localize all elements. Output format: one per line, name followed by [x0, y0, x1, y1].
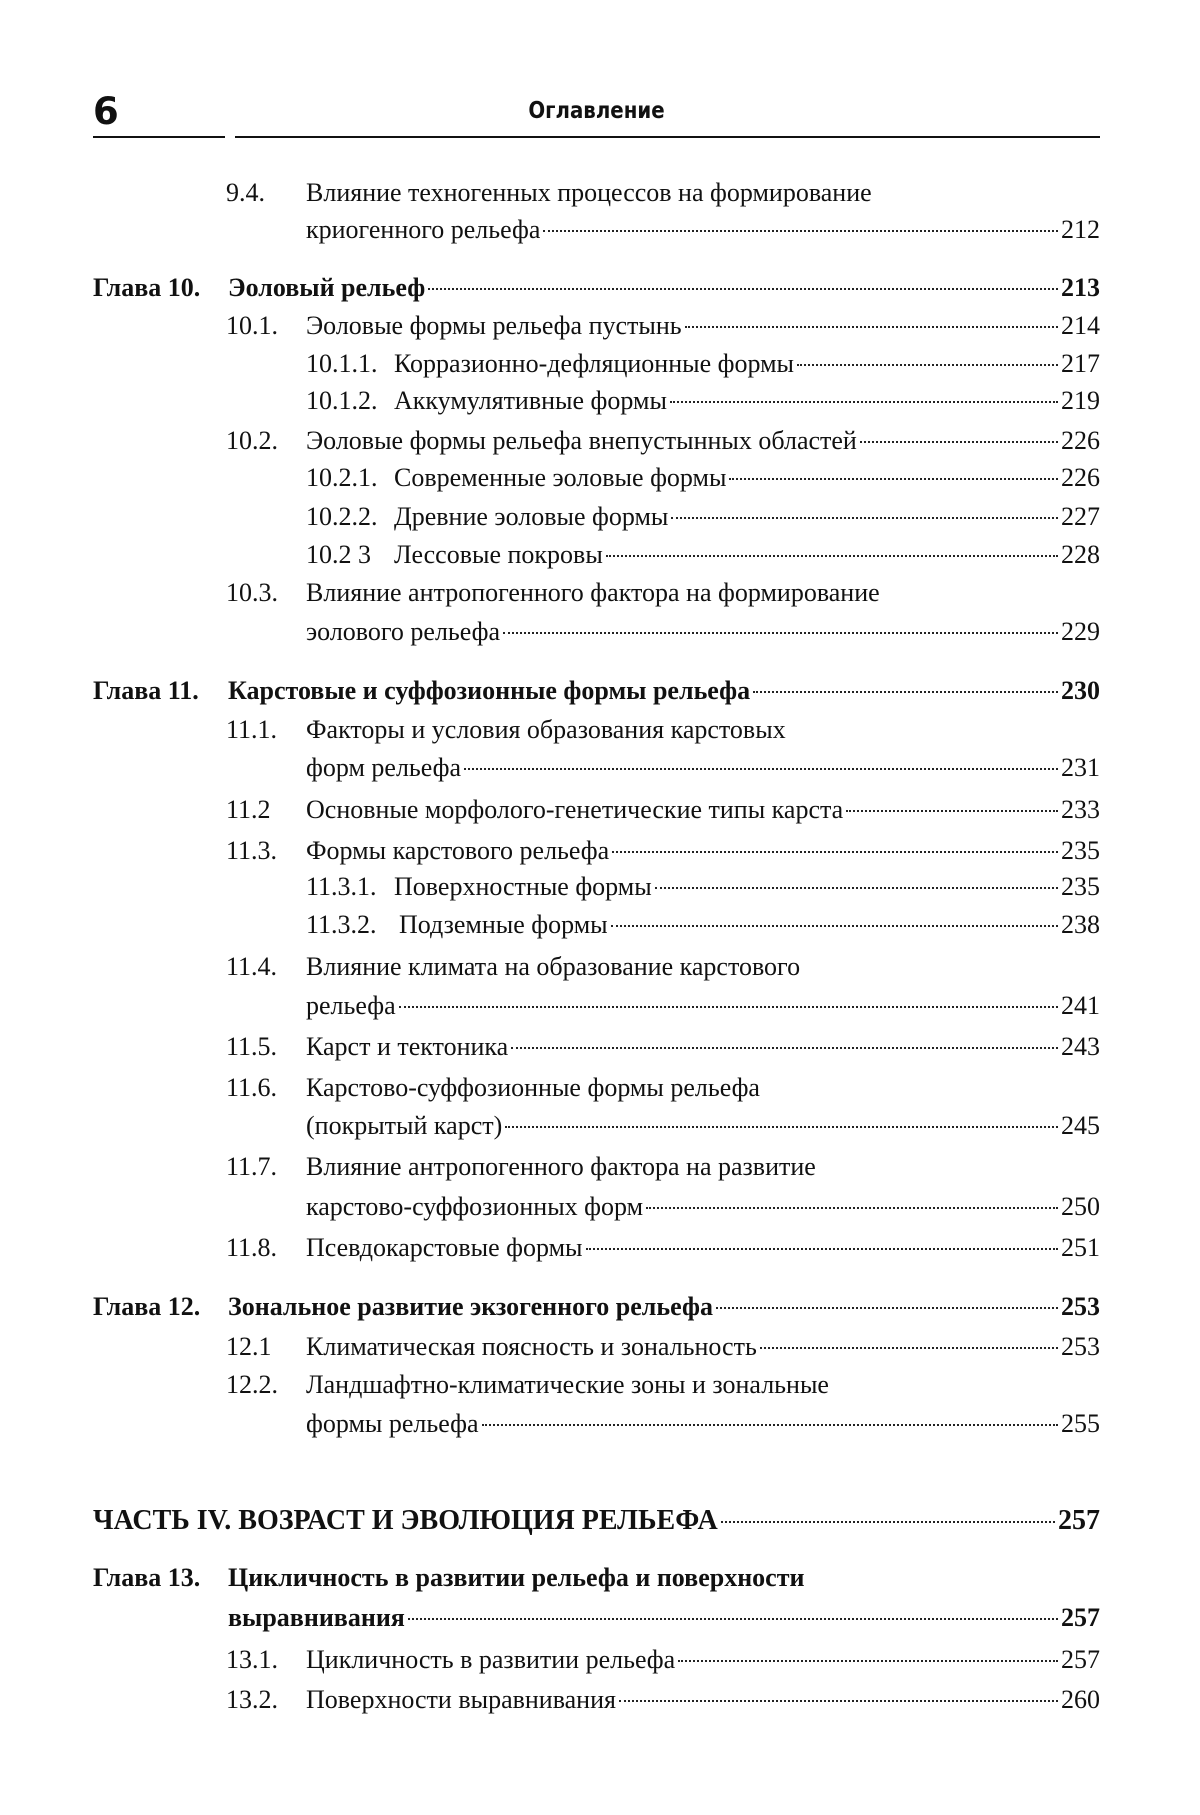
toc-entry-page: 235 — [1061, 836, 1100, 865]
toc-entry-page: 219 — [1061, 386, 1100, 415]
dot-leader — [655, 887, 1058, 889]
toc-entry-number: 11.3.1. — [306, 872, 377, 901]
toc-entry-page: 250 — [1061, 1192, 1100, 1221]
dot-leader — [428, 288, 1058, 290]
toc-entry — [226, 424, 1100, 458]
toc-entry-number: 12.1 — [226, 1332, 272, 1361]
dot-leader — [678, 1660, 1058, 1662]
toc-entry — [306, 1190, 1100, 1224]
toc-entry-title: Основные морфолого-генетические типы карста — [306, 795, 844, 824]
toc-entry-title: Формы карстового рельефа — [306, 836, 610, 865]
toc-entry — [226, 1150, 1100, 1184]
toc-entry — [93, 1561, 1100, 1595]
toc-entry-number: 10.1.2. — [306, 386, 378, 415]
toc-entry-number: Глава 13. — [93, 1563, 201, 1592]
toc-entry-page: 251 — [1061, 1233, 1100, 1262]
toc-entry — [93, 271, 1100, 305]
toc-entry — [226, 1643, 1100, 1677]
toc-entry-title: Ландшафтно-климатические зоны и зональные — [306, 1370, 829, 1399]
toc-entry — [306, 1109, 1100, 1143]
dot-leader — [503, 632, 1058, 634]
toc-entry — [226, 176, 1100, 210]
toc-entry-title: форм рельефа — [306, 753, 462, 782]
toc-entry-title: Влияние техногенных процессов на формирование — [306, 178, 872, 207]
toc-entry — [226, 1071, 1100, 1105]
toc-entry-title: Цикличность в развитии рельефа — [306, 1645, 676, 1674]
dot-leader — [511, 1047, 1058, 1049]
toc-entry — [306, 213, 1100, 247]
toc-entry-number: 10.2.2. — [306, 502, 378, 531]
toc-entry — [306, 1407, 1100, 1441]
toc-entry-page: 229 — [1061, 617, 1100, 646]
toc-entry-title: Поверхности выравнивания — [306, 1685, 616, 1714]
toc-entry-page: 230 — [1061, 676, 1100, 705]
toc-entry — [226, 576, 1100, 610]
toc-entry-title: выравнивания — [228, 1603, 405, 1632]
toc-entry-number: 11.3. — [226, 836, 278, 865]
toc-entry-title: Влияние антропогенного фактора на формирование — [306, 578, 880, 607]
toc-entry-page: 243 — [1061, 1032, 1100, 1061]
toc-entry-page: 238 — [1061, 910, 1100, 939]
toc-entry — [306, 615, 1100, 649]
dot-leader — [399, 1006, 1058, 1008]
toc-entry — [226, 950, 1100, 984]
toc-entry-title: Поверхностные формы — [394, 872, 652, 901]
dot-leader — [760, 1347, 1058, 1349]
toc-entry-number: 11.7. — [226, 1152, 278, 1181]
toc-entry-number: 11.8. — [226, 1233, 278, 1262]
toc-entry-number: 11.5. — [226, 1032, 278, 1061]
toc-entry-page: 257 — [1061, 1603, 1100, 1632]
dot-leader — [685, 326, 1058, 328]
dot-leader — [505, 1126, 1058, 1128]
toc-entry-number: 10.1.1. — [306, 349, 378, 378]
dot-leader — [619, 1700, 1058, 1702]
toc-entry-title: рельефа — [306, 991, 396, 1020]
toc-entry — [226, 1330, 1100, 1364]
page-number: 6 — [93, 90, 119, 133]
toc-entry-page: 228 — [1061, 540, 1100, 569]
toc-entry-title: ЧАСТЬ IV. ВОЗРАСТ И ЭВОЛЮЦИЯ РЕЛЬЕФА — [93, 1505, 718, 1536]
toc-entry-number: 10.2.1. — [306, 463, 378, 492]
toc-entry-title: Эоловые формы рельефа пустынь — [306, 311, 682, 340]
dot-leader — [606, 555, 1058, 557]
toc-entry-title: Климатическая поясность и зональность — [306, 1332, 757, 1361]
toc-entry-number: 11.2 — [226, 795, 271, 824]
toc-entry-title: Аккумулятивные формы — [394, 386, 667, 415]
toc-entry-title: (покрытый карст) — [306, 1111, 503, 1140]
toc-entry-number: 10.2. — [226, 426, 278, 455]
toc-entry-title: эолового рельефа — [306, 617, 501, 646]
header-rule — [93, 136, 1100, 138]
toc-entry — [306, 538, 1100, 572]
dot-leader — [586, 1248, 1058, 1250]
header-rule-gap — [225, 134, 235, 140]
dot-leader — [611, 925, 1058, 927]
dot-leader — [482, 1424, 1059, 1426]
toc-entry-page: 253 — [1061, 1292, 1100, 1321]
toc-entry — [306, 461, 1100, 495]
toc-entry — [93, 1290, 1100, 1324]
toc-entry-page: 235 — [1061, 872, 1100, 901]
toc-entry-number: 10.2 3 — [306, 540, 371, 569]
toc-entry — [306, 500, 1100, 534]
toc-entry — [228, 1601, 1100, 1635]
toc-entry-number: Глава 12. — [93, 1292, 201, 1321]
toc-entry — [306, 384, 1100, 418]
toc-entry-page: 241 — [1061, 991, 1100, 1020]
dot-leader — [464, 768, 1058, 770]
toc-entry — [306, 908, 1100, 942]
toc-entry — [306, 989, 1100, 1023]
toc-entry-title: Эоловые формы рельефа внепустынных областей — [306, 426, 857, 455]
toc-entry-title: формы рельефа — [306, 1409, 479, 1438]
toc-entry-number: 9.4. — [226, 178, 265, 207]
toc-entry — [226, 1231, 1100, 1265]
toc-entry-page: 214 — [1061, 311, 1100, 340]
toc-entry-number: 10.1. — [226, 311, 278, 340]
toc-entry-title: Влияние климата на образование карстового — [306, 952, 801, 981]
dot-leader — [846, 810, 1058, 812]
toc-entry — [306, 347, 1100, 381]
toc-entry-number: Глава 10. — [93, 273, 201, 302]
toc-entry-title: Влияние антропогенного фактора на развитие — [306, 1152, 816, 1181]
toc-entry-number: 11.1. — [226, 715, 278, 744]
toc-entry — [226, 1368, 1100, 1402]
toc-entry-page: 255 — [1061, 1409, 1100, 1438]
running-title: Оглавление — [528, 98, 665, 124]
dot-leader — [716, 1307, 1058, 1309]
toc-entry-page: 212 — [1061, 215, 1100, 244]
toc-entry-title: Цикличность в развитии рельефа и поверхности — [228, 1563, 805, 1592]
toc-entry — [93, 1504, 1100, 1538]
toc-entry-title: Лессовые покровы — [394, 540, 603, 569]
toc-entry — [226, 309, 1100, 343]
dot-leader — [721, 1521, 1055, 1523]
toc-entry-number: 13.1. — [226, 1645, 278, 1674]
toc-entry-title: Карстовые и суффозионные формы рельефа — [228, 676, 751, 705]
toc-entry-number: 11.4. — [226, 952, 278, 981]
toc-entry-title: Зональное развитие экзогенного рельефа — [228, 1292, 713, 1321]
toc-entry-number: 11.3.2. — [306, 910, 377, 939]
page-header — [93, 92, 1100, 142]
toc-entry — [306, 751, 1100, 785]
toc-entry — [226, 1030, 1100, 1064]
toc-entry-title: Карстово-суффозионные формы рельефа — [306, 1073, 760, 1102]
toc-entry-page: 213 — [1061, 273, 1100, 302]
toc-entry — [226, 713, 1100, 747]
toc-entry — [226, 834, 1100, 868]
toc-entry-page: 217 — [1061, 349, 1100, 378]
dot-leader — [670, 401, 1058, 403]
toc-entry-page: 257 — [1058, 1505, 1100, 1536]
toc-entry-number: 10.3. — [226, 578, 278, 607]
toc-entry — [226, 793, 1100, 827]
dot-leader — [753, 691, 1058, 693]
toc-entry-number: 13.2. — [226, 1685, 278, 1714]
toc-entry-page: 245 — [1061, 1111, 1100, 1140]
toc-entry-page: 226 — [1061, 426, 1100, 455]
toc-entry — [306, 870, 1100, 904]
toc-entry-page: 257 — [1061, 1645, 1100, 1674]
toc-entry-page: 233 — [1061, 795, 1100, 824]
toc-entry-title: Псевдокарстовые формы — [306, 1233, 583, 1262]
toc-entry-title: Эоловый рельеф — [228, 273, 426, 302]
toc-entry-title: карстово-суффозионных форм — [306, 1192, 644, 1221]
toc-entry-number: Глава 11. — [93, 676, 199, 705]
dot-leader — [646, 1207, 1058, 1209]
toc-entry-title: Древние эоловые формы — [394, 502, 669, 531]
toc-entry-page: 231 — [1061, 753, 1100, 782]
dot-leader — [797, 364, 1058, 366]
toc-entry-page: 227 — [1061, 502, 1100, 531]
toc-entry-title: Современные эоловые формы — [394, 463, 727, 492]
toc-entry-title: Подземные формы — [399, 910, 608, 939]
toc-entry-number: 12.2. — [226, 1370, 278, 1399]
toc-entry-title: криогенного рельефа — [306, 215, 541, 244]
toc-entry-page: 260 — [1061, 1685, 1100, 1714]
dot-leader — [860, 441, 1058, 443]
toc-entry-page: 253 — [1061, 1332, 1100, 1361]
toc-entry-page: 226 — [1061, 463, 1100, 492]
dot-leader — [729, 478, 1058, 480]
toc-entry-title: Корразионно-дефляционные формы — [394, 349, 795, 378]
toc-entry-title: Карст и тектоника — [306, 1032, 509, 1061]
dot-leader — [612, 851, 1058, 853]
dot-leader — [671, 517, 1058, 519]
dot-leader — [408, 1618, 1058, 1620]
toc-entry-title: Факторы и условия образования карстовых — [306, 715, 786, 744]
toc-entry-number: 11.6. — [226, 1073, 278, 1102]
dot-leader — [543, 230, 1058, 232]
toc-entry — [93, 674, 1100, 708]
toc-entry — [226, 1683, 1100, 1717]
